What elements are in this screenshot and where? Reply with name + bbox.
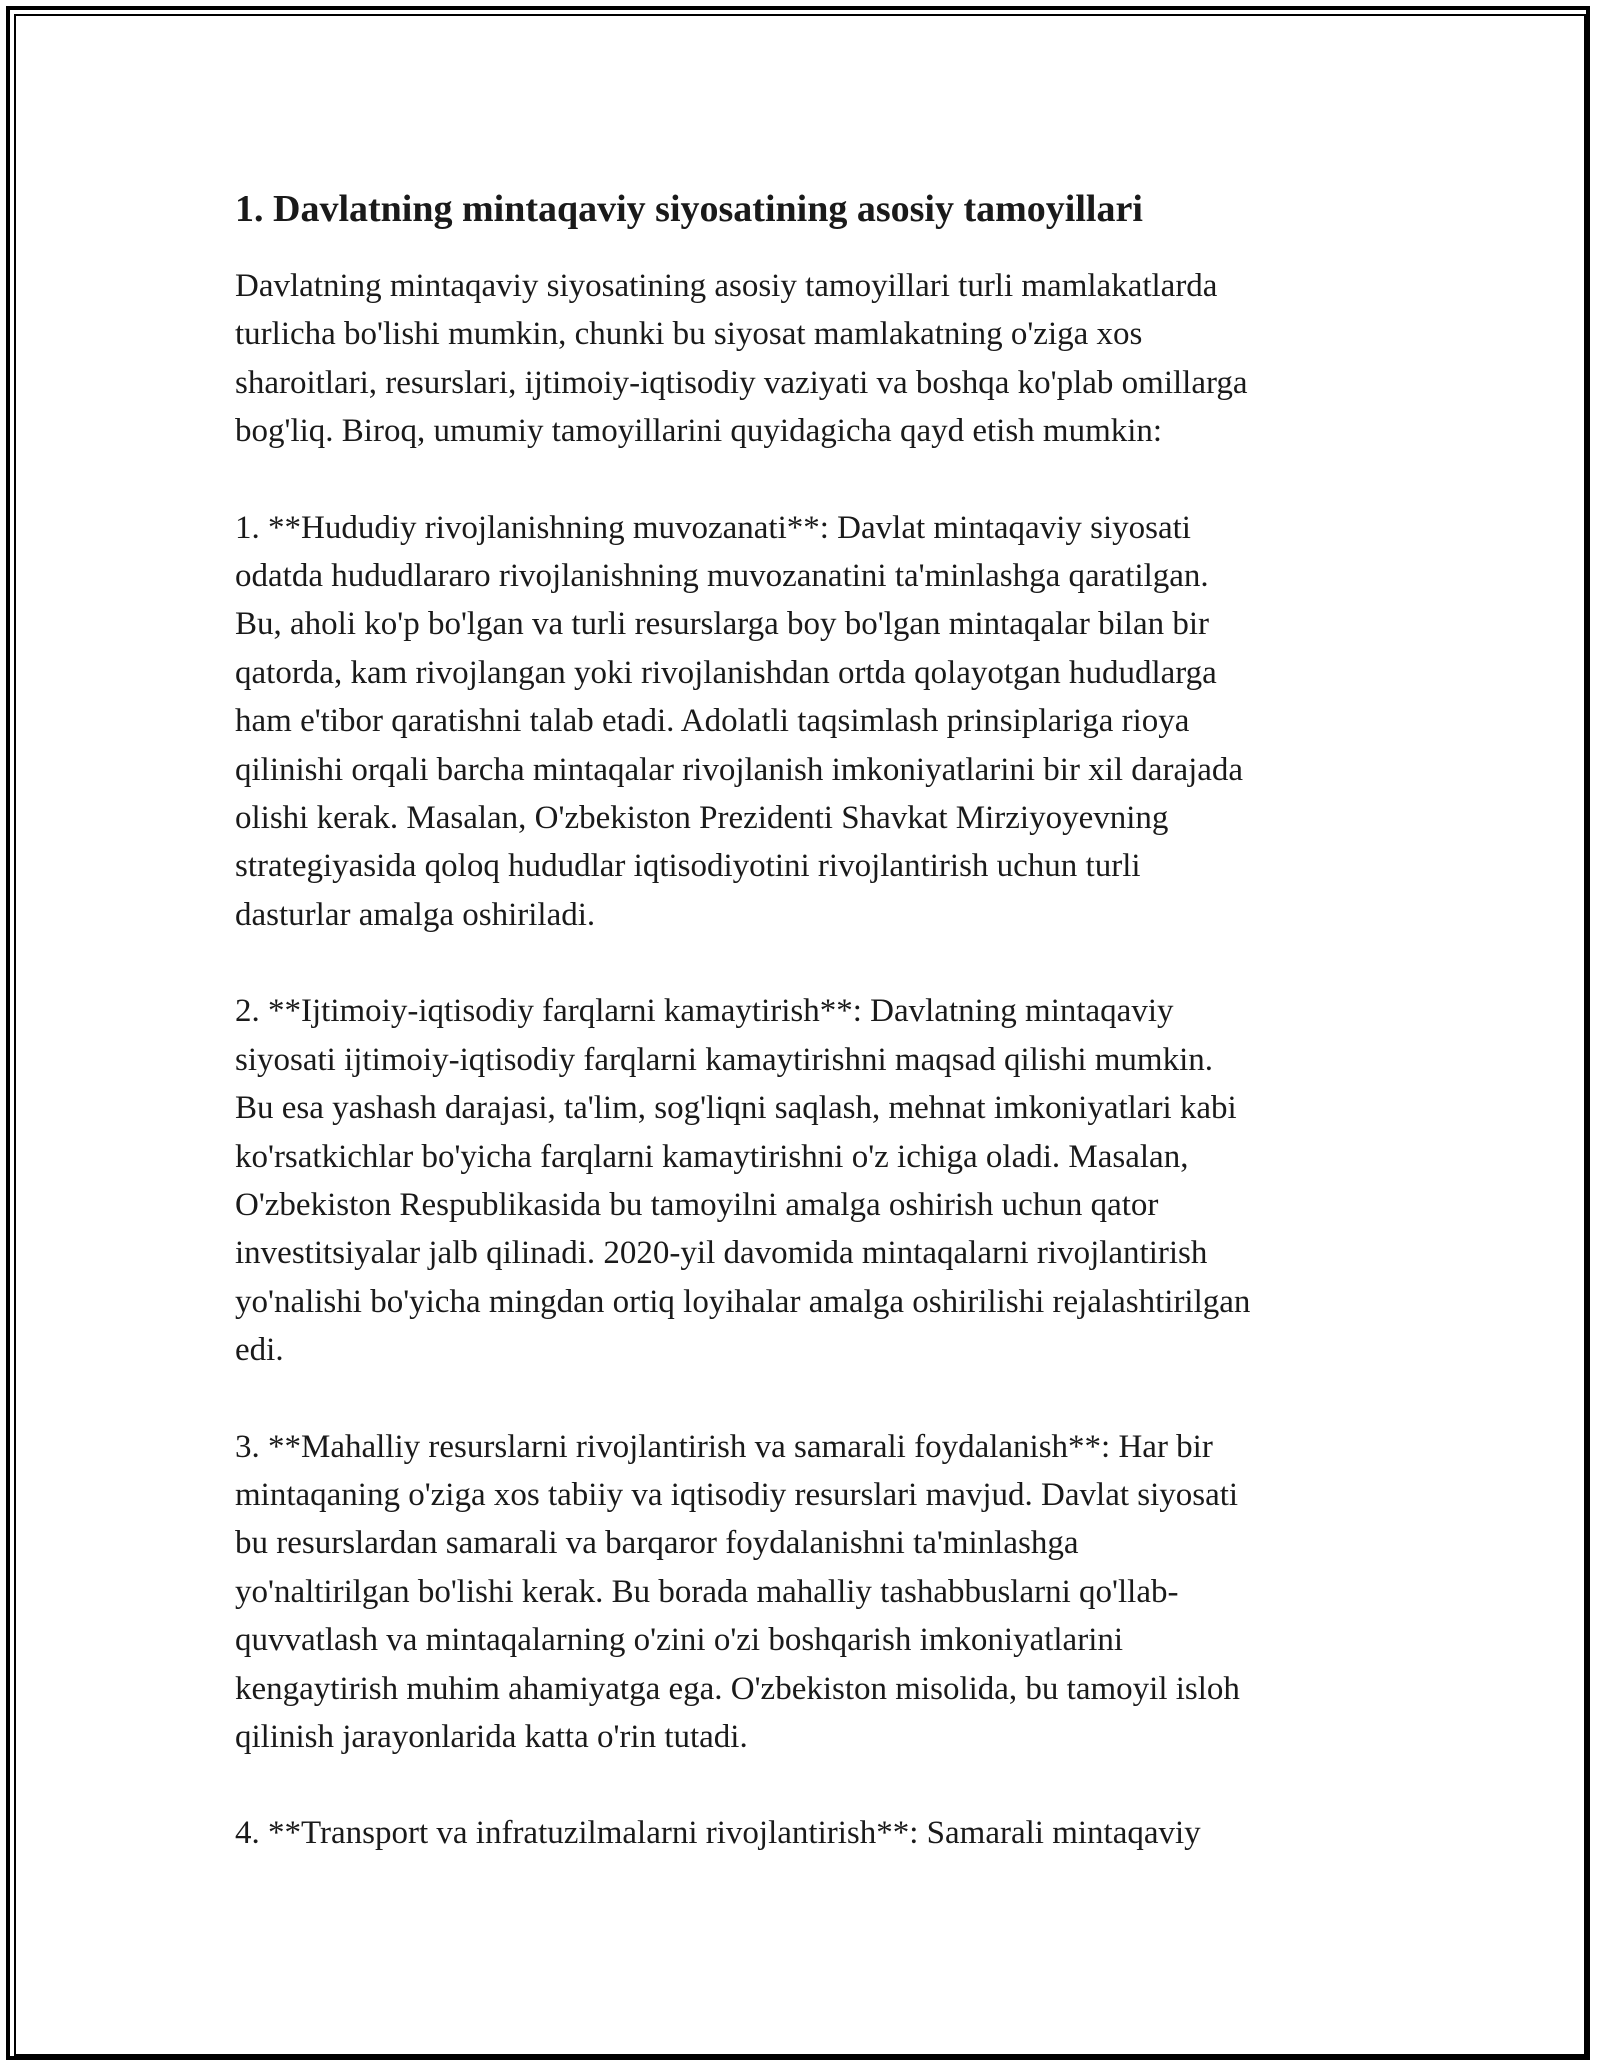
section-heading: 1. Davlatning mintaqaviy siyosatining asosiy tamoyillari — [235, 188, 1143, 230]
list-item-3-paragraph: 3. **Mahalliy resurslarni rivojlantirish va samarali foydalanish**: Har bir mintaqaning o'ziga xos tabiiy va iqtisodiy resurslari mavjud. Davlat siyosati bu resurslardan samarali va barqaror foydalanishni ta'minlashga yo'naltirilgan bo'lishi kerak. Bu borada mahalliy tashabbuslarni qo'llab- quvvatlash va mintaqalarning o'zini o'zi boshqarish imkoniyatlarini kengaytirish muhim ahamiyatga ega. O'zbekiston misolida, bu tamoyil isloh qilinish jarayonlarida katta o'rin tutadi. — [235, 1428, 1240, 1755]
list-item-4-paragraph: 4. **Transport va infratuzilmalarni rivojlantirish**: Samarali mintaqaviy — [235, 1815, 1201, 1852]
list-item-1-paragraph: 1. **Hududiy rivojlanishning muvozanati**: Davlat mintaqaviy siyosati odatda hududlararo rivojlanishning muvozanatini ta'minlashga qaratilgan. Bu, aholi ko'p bo'lgan va turli resurslarga boy bo'lgan mintaqalar bilan bir qatorda, kam rivojlangan yoki rivojlanishdan ortda qolayotgan hududlarga ham e'tibor qaratishni talab etadi. Adolatli taqsimlash prinsiplariga rioya qilinishi orqali barcha mintaqalar rivojlanish imkoniyatlarini bir xil darajada olishi kerak. Masalan, O'zbekiston Prezidenti Shavkat Mirziyoyevning strategiyasida qoloq hududlar iqtisodiyotini rivojlantirish uchun turli dasturlar amalga oshiriladi. — [235, 509, 1244, 933]
list-item-2-paragraph: 2. **Ijtimoiy-iqtisodiy farqlarni kamaytirish**: Davlatning mintaqaviy siyosati ijtimoiy-iqtisodiy farqlarni kamaytirishni maqsad qilishi mumkin. Bu esa yashash darajasi, ta'lim, sog'liqni saqlash, mehnat imkoniyatlari kabi ko'rsatkichlar bo'yicha farqlarni kamaytirishni o'z ichiga oladi. Masalan, O'zbekiston Respublikasida bu tamoyilni amalga oshirish uchun qator investitsiyalar jalb qilinadi. 2020-yil davomida mintaqalarni rivojlantirish yo'nalishi bo'yicha mingdan ortiq loyihalar amalga oshirilishi rejalashtirilgan edi. — [235, 993, 1251, 1369]
document-body — [235, 186, 1375, 1906]
intro-paragraph: Davlatning mintaqaviy siyosatining asosiy tamoyillari turli mamlakatlarda turlicha bo'lishi mumkin, chunki bu siyosat mamlakatning o'ziga xos sharoitlari, resurslari, ijtimoiy-iqtisodiy vaziyati va boshqa ko'plab omillarga bog'liq. Biroq, umumiy tamoyillarini quyidagicha qayd etish mumkin: — [235, 268, 1248, 450]
